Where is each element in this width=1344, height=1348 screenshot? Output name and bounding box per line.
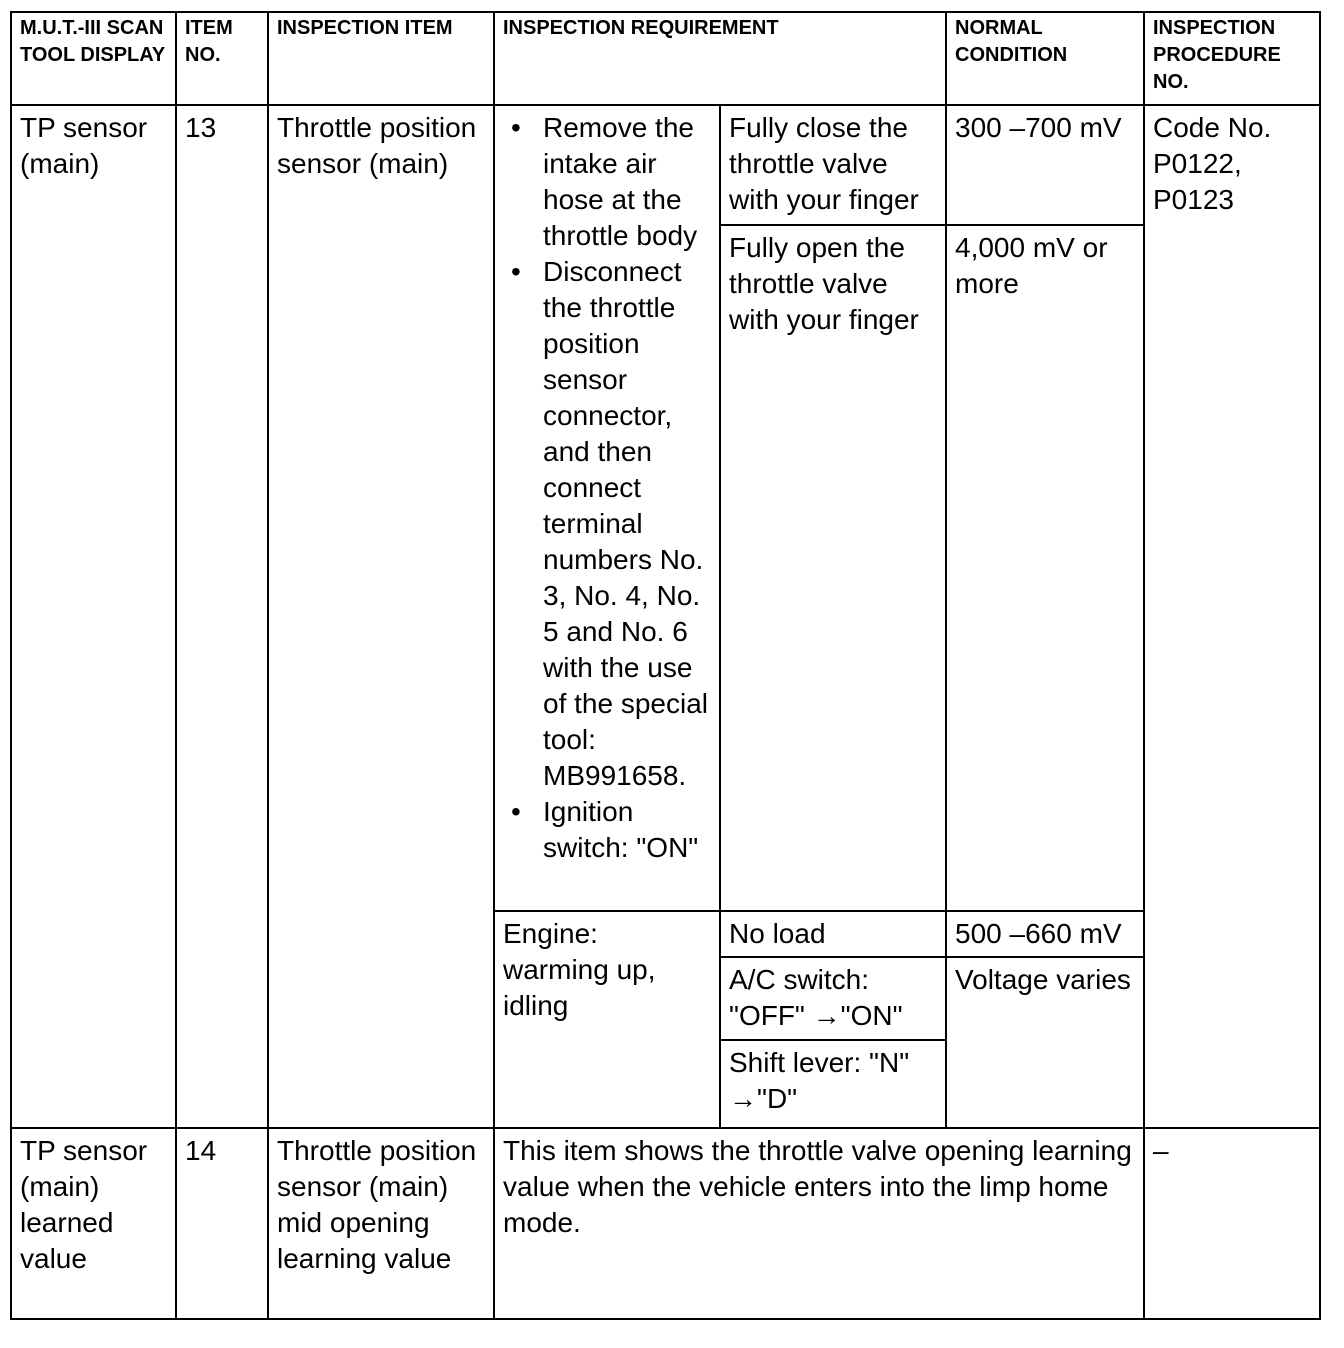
requirement-bullet: • Disconnect the throttle position sensor connector, and then connect terminal numbers No. 3, No. 4, No. 5 and No. 6 with the use of the special tool: MB991658. [543, 254, 715, 794]
inspection-table [10, 11, 1321, 1320]
header-inspection-item: INSPECTION ITEM [268, 12, 494, 105]
row14-item-no: 14 [176, 1128, 268, 1319]
row14-inspection-item: Throttle position sensor (main) mid opening learning value [268, 1128, 494, 1319]
row14-procedure: – [1144, 1128, 1320, 1319]
row14-requirement: This item shows the throttle valve opening learning value when the vehicle enters into the limp home mode. [494, 1128, 1144, 1319]
header-display: M.U.T.-III SCAN TOOL DISPLAY [11, 12, 176, 105]
row13-normal-close: 300 –700 mV [946, 105, 1144, 225]
inspection-table-sheet [10, 11, 1321, 1320]
header-procedure-no: INSPECTION PROCEDURE NO. [1144, 12, 1320, 105]
row14-display: TP sensor (main) learned value [11, 1128, 176, 1319]
row13-display: TP sensor(main) [11, 105, 176, 1128]
table-row [11, 105, 1320, 225]
requirement-bullet: • Remove the intake air hose at the throttle body [543, 110, 715, 254]
row13-sub-shift: Shift lever: "N" →"D" [720, 1040, 946, 1128]
row13-sub-close: Fully close the throttle valve with your finger [720, 105, 946, 225]
requirement-bullets [505, 110, 715, 866]
header-item-no: ITEM NO. [176, 12, 268, 105]
row13-sub-open: Fully open the throttle valve with your finger [720, 225, 946, 911]
row13-normal-no-load: 500 –660 mV [946, 911, 1144, 957]
header-requirement: INSPECTION REQUIREMENT [494, 12, 946, 105]
table-row [11, 1128, 1320, 1319]
row13-procedure: Code No. P0122, P0123 [1144, 105, 1320, 1128]
row13-normal-varies: Voltage varies [946, 957, 1144, 1128]
row13-sub-no-load: No load [720, 911, 946, 957]
header-normal-condition: NORMAL CONDITION [946, 12, 1144, 105]
row13-engine-condition: Engine: warming up, idling [494, 911, 720, 1128]
row13-requirement-list [494, 105, 720, 911]
requirement-bullet: • Ignition switch: "ON" [543, 794, 715, 866]
row13-normal-open: 4,000 mV or more [946, 225, 1144, 911]
header-row [11, 12, 1320, 105]
row13-inspection-item: Throttle position sensor (main) [268, 105, 494, 1128]
row13-sub-ac: A/C switch: "OFF" →"ON" [720, 957, 946, 1040]
row13-item-no: 13 [176, 105, 268, 1128]
